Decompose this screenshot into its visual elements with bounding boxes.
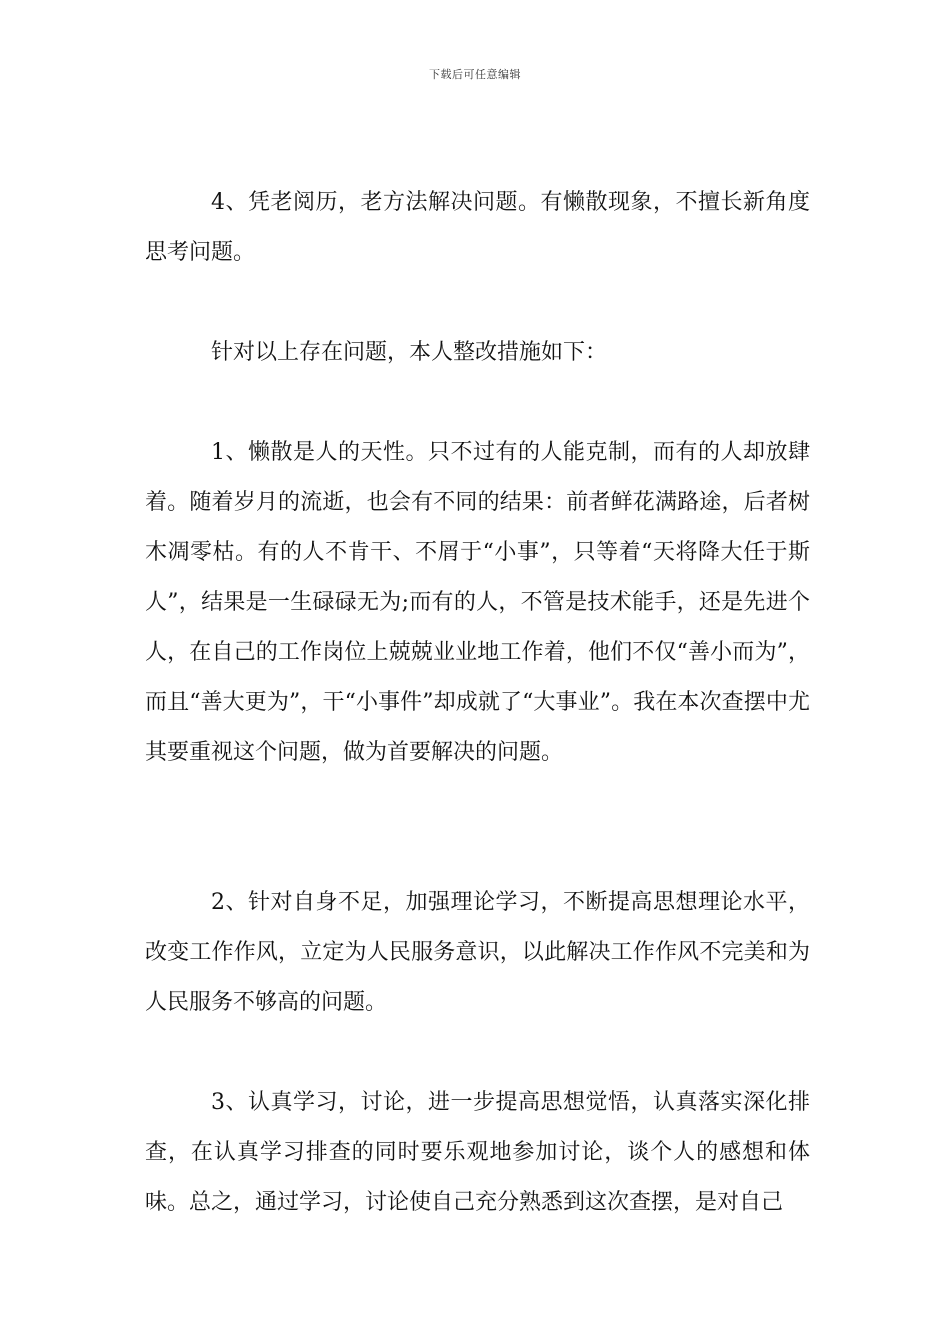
paragraph-spacer: [145, 1028, 810, 1078]
paragraph-measure-3: 3、认真学习，讨论，进一步提高思想觉悟，认真落实深化排查，在认真学习排查的同时要乐观地参加讨论，谈个人的感想和体味。总之，通过学习，讨论使自己充分熟悉到这次查摆，是对自己: [145, 1090, 810, 1215]
page-header: 下载后可任意编辑: [429, 68, 521, 81]
paragraph-item-4: 4、凭老阅历，老方法解决问题。有懒散现象，不擅长新角度思考问题。: [145, 190, 810, 265]
paragraph-spacer: [145, 278, 810, 328]
paragraph-measures-intro: 针对以上存在问题，本人整改措施如下：: [211, 340, 608, 365]
paragraph-measure-2: 2、针对自身不足，加强理论学习，不断提高思想理论水平，改变工作作风，立定为人民服务意识，以此解决工作作风不完美和为人民服务不够高的问题。: [145, 890, 810, 1015]
paragraph-measure-1: 1、懒散是人的天性。只不过有的人能克制，而有的人却放肆着。随着岁月的流逝，也会有不同的结果：前者鲜花满路途，后者树木凋零枯。有的人不肯干、不屑于“小事”，只等着“天将降大任于斯人”，结果是一生碌碌无为;而有的人，不管是技术能手，还是先进个人，在自己的工作岗位上兢兢业业地工作着，他们不仅“善小而为”，而且“善大更为”，干“小事件”却成就了“大事业”。我在本次查摆中尤其要重视这个问题，做为首要解决的问题。: [145, 440, 810, 765]
document-body: [145, 178, 810, 1228]
paragraph-spacer: [145, 778, 810, 878]
paragraph-spacer: [145, 378, 810, 428]
